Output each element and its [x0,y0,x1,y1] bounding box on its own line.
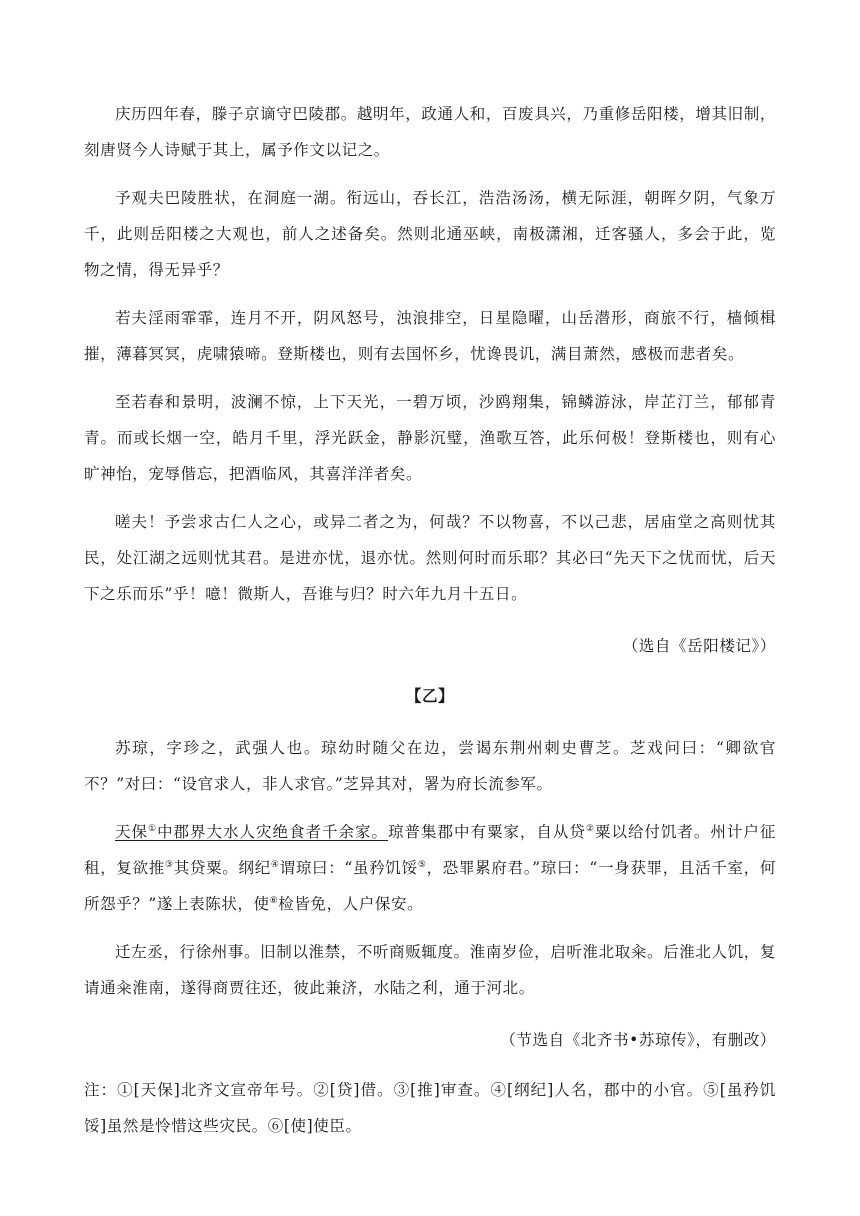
document-page [84,96,776,1144]
jia-paragraph-5: 嗟夫！予尝求古仁人之心，或异二者之为，何哉？不以物喜，不以己悲，居庙堂之高则忧其民，处江湖之远则忧其君。是进亦忧，退亦忧。然则何时而乐耶？其必曰“先天下之忧而忧，后天下之乐而乐”乎！噫！微斯人，吾谁与归？时六年九月十五日。 [84,513,776,603]
jia-paragraph-2: 予观夫巴陵胜状，在洞庭一湖。衔远山，吞长江，浩浩汤汤，横无际涯，朝晖夕阴，气象万千，此则岳阳楼之大观也，前人之述备矣。然则北通巫峡，南极潇湘，迁客骚人，多会于此，览物之情，得无异乎？ [84,189,776,279]
underlined-sentence [115,823,388,841]
jia-paragraph-3: 若夫淫雨霏霏，连月不开，阴风怒号，浊浪排空，日星隐曜，山岳潜形，商旅不行，樯倾楫摧，薄暮冥冥，虎啸猿啼。登斯楼也，则有去国怀乡，忧谗畏讥，满目萧然，感极而悲者矣。 [84,309,776,363]
footnote-marker-4: ④ [270,859,280,870]
paragraph-text: 琼普集郡中有粟家，自从贷 [387,823,586,841]
jia-paragraph-1: 庆历四年春，滕子京谪守巴陵郡。越明年，政通人和，百废具兴，乃重修岳阳楼，增其旧制，刻唐贤今人诗赋于其上，属予作文以记之。 [84,105,776,159]
underlined-text-2: 中郡界大水人灾绝食者千余家。 [157,823,388,841]
jia-source: （选自《岳阳楼记》） [622,637,776,655]
paragraph-text: 粟以给付饥者。州计户征租，复欲推 [84,823,777,877]
paragraph-text: ，恐罪累府君。”琼曰：“一身获罪，且活千室，何所怨乎？”遂上表陈状，使 [84,859,776,913]
yi-paragraph-2 [84,814,776,922]
yi-paragraph-1: 苏琼，字珍之，武强人也。琼幼时随父在边，尝谒东荆州刺史曹芝。芝戏问曰：“卿欲官不？”对曰：“设官求人，非人求官。”芝异其对，署为府长流参军。 [84,739,776,793]
footnote-marker-1: ① [148,823,158,834]
footnotes: 注：①[天保]北齐文宣帝年号。②[贷]借。③[推]审查。④[纲纪]人名，郡中的小官。⑤[虽矜饥馁]虽然是怜惜这些灾民。⑥[使]使臣。 [84,1081,776,1135]
section-title-yi: 【乙】 [405,686,455,705]
footnote-marker-2: ② [585,823,595,834]
yi-paragraph-3: 迁左丞，行徐州事。旧制以淮禁，不听商贩辄度。淮南岁俭，启听淮北取籴。后淮北人饥，复请通籴淮南，遂得商贾往还，彼此兼济，水陆之利，通于河北。 [84,943,776,997]
paragraph-text: 其贷粟。纲纪 [173,859,271,877]
jia-paragraph-4: 至若春和景明，波澜不惊，上下天光，一碧万顷，沙鸥翔集，锦鳞游泳，岸芷汀兰，郁郁青青。而或长烟一空，皓月千里，浮光跃金，静影沉璧，渔歌互答，此乐何极！登斯楼也，则有心旷神怡，宠辱偕忘，把酒临风，其喜洋洋者矣。 [84,393,776,483]
paragraph-text: 检皆免，人户保安。 [278,895,424,913]
underlined-text-1: 天保 [115,823,148,841]
footnote-marker-6: ⑥ [269,895,279,906]
yi-source: （节选自《北齐书•苏琼传》，有删改） [500,1031,776,1049]
footnote-marker-5: ⑤ [417,859,427,870]
footnote-marker-3: ③ [164,859,174,870]
paragraph-text: 谓琼曰：“虽矜饥馁 [279,859,418,877]
